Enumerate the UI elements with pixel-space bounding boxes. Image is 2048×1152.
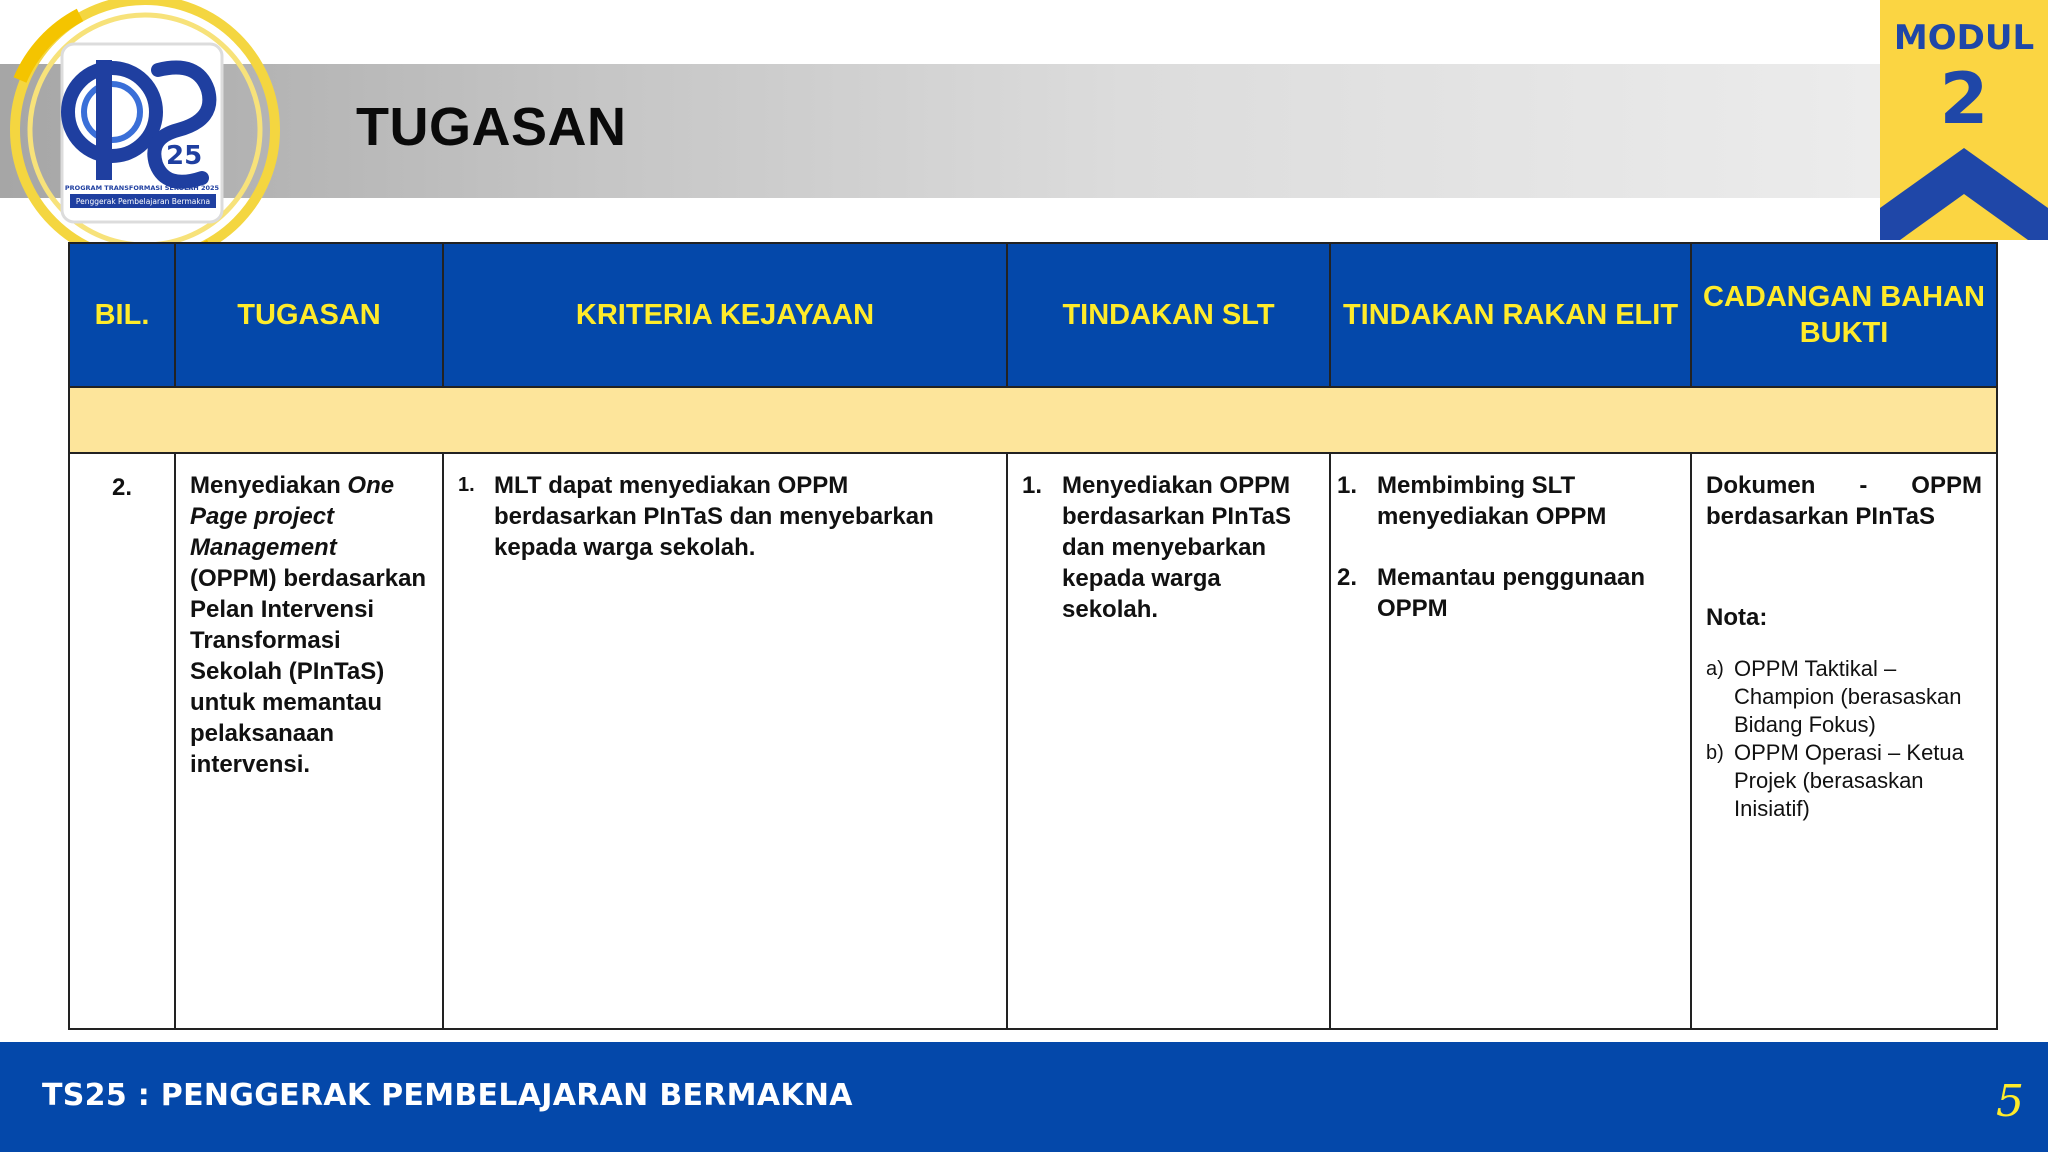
col-header-rakan: TINDAKAN RAKAN ELIT [1330,243,1691,387]
col-header-kriteria: KRITERIA KEJAYAAN [443,243,1007,387]
tugasan-text-2: (OPPM) berdasarkan Pelan Intervensi Transformasi Sekolah (PInTaS) untuk memantau pelaksanaan intervensi. [190,565,427,778]
cell-rakan [1330,453,1691,1029]
list-item [1022,470,1315,625]
table-header-row [69,243,1997,387]
item-letter: b) [1706,742,1724,764]
bukti-dash: - [1859,472,1868,499]
item-text: OPPM Operasi – Ketua Projek (berasaskan Inisiatif) [1734,740,1964,821]
task-table [68,242,1998,1030]
cell-tugasan [175,453,443,1029]
tugasan-italic: One Page project Management [190,472,395,561]
list-gap [1337,532,1676,562]
item-text: MLT dapat menyediakan OPPM berdasarkan PInTaS dan menyebarkan kepada warga sekolah. [494,472,934,561]
cell-kriteria [443,453,1007,1029]
bukti-line-1 [1706,470,1982,501]
cell-bukti [1691,453,1997,1029]
cell-bil: 2. [69,453,175,1029]
item-letter: a) [1706,658,1724,680]
bukti-line-2: berdasarkan PInTaS [1706,503,1935,530]
nota-label: Nota: [1706,604,1768,631]
page-title: TUGASAN [356,97,627,157]
footer-text: TS25 : PENGGERAK PEMBELAJARAN BERMAKNA [42,1078,853,1113]
list-item [1337,562,1676,624]
separator-band [69,387,1997,453]
col-header-tugasan: TUGASAN [175,243,443,387]
list-item [1337,470,1676,532]
module-label: MODUL [1893,18,2035,58]
separator-row [69,387,1997,453]
cell-slt [1007,453,1330,1029]
module-number: 2 [1939,58,1989,140]
col-header-bil: BIL. [69,243,175,387]
list-item [458,470,992,563]
item-text: Memantau penggunaan OPPM [1377,564,1646,622]
page-number: 5 [1996,1076,2024,1127]
col-header-bukti: CADANGAN BAHAN BUKTI [1691,243,1997,387]
logo-caption-2: Penggerak Pembelajaran Bermakna [75,197,211,206]
item-number: 1. [1022,472,1043,499]
table-row [69,453,1997,1029]
list-item [1706,655,1982,739]
logo-caption-1: PROGRAM TRANSFORMASI SEKOLAH 2025 [64,184,220,192]
item-text: Membimbing SLT menyediakan OPPM [1377,472,1607,530]
item-text: OPPM Taktikal – Champion (berasaskan Bidang Fokus) [1734,656,1962,737]
col-header-slt: TINDAKAN SLT [1007,243,1330,387]
logo-number: 25 [166,141,203,171]
bukti-word: OPPM [1911,472,1982,499]
nota-list [1706,655,1982,823]
list-item [1706,739,1982,823]
bukti-word: Dokumen [1706,472,1816,499]
item-text: Menyediakan OPPM berdasarkan PInTaS dan menyebarkan kepada warga sekolah. [1062,472,1291,623]
item-number: 1. [458,474,475,496]
item-number: 2. [1337,564,1358,591]
item-number: 1. [1337,472,1358,499]
tugasan-text-1: Menyediakan [190,472,348,499]
